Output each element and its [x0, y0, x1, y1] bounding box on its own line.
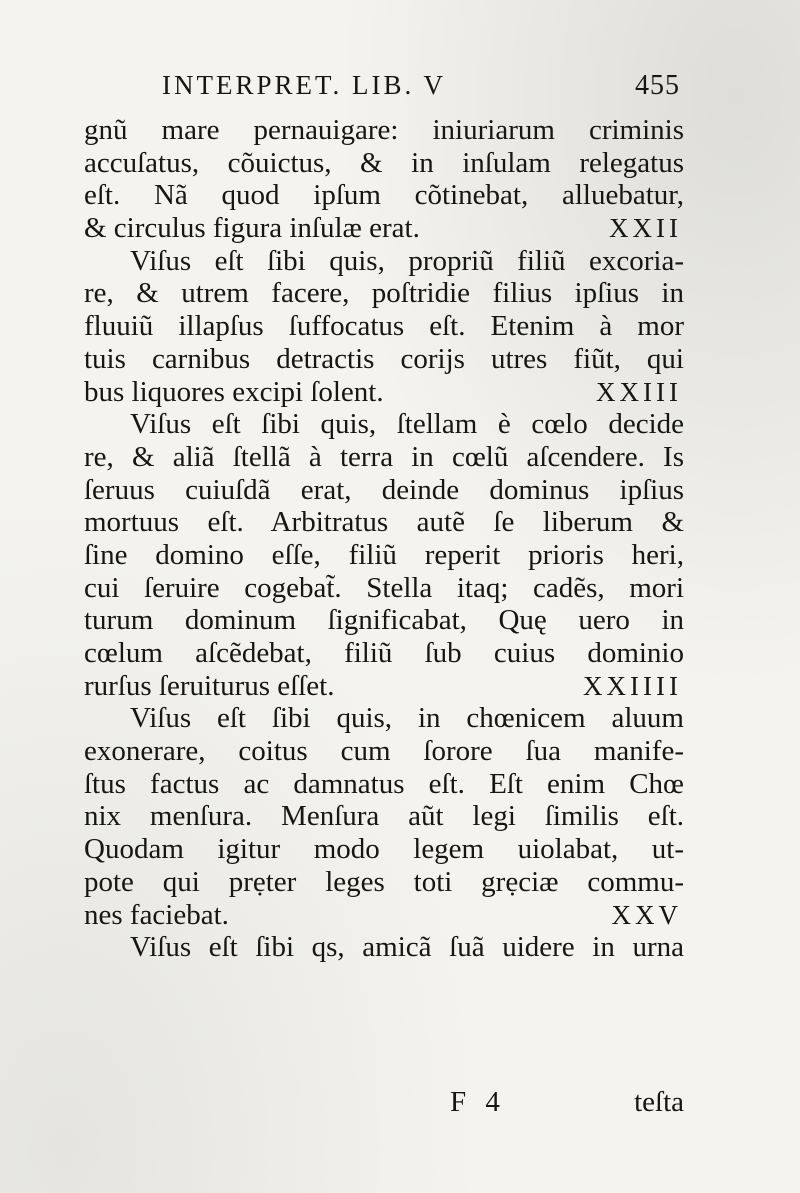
line-text: tuis carnibus detractis corijs utres fiũt, qui [84, 342, 684, 375]
line-text: Viſus eſt ſibi qs, amicã ſuã uidere in urna [130, 931, 684, 964]
text-line [84, 833, 684, 866]
line-text: turum dominum ſignificabat, Quę uero in [84, 604, 684, 637]
text-line [84, 539, 684, 572]
running-title: INTERPRET. LIB. V [162, 70, 446, 100]
text-line [84, 572, 684, 605]
line-text: exonerare, coitus cum ſorore ſua manife- [84, 735, 684, 768]
line-text: Viſus eſt ſibi quis, in chœnicem aluum [130, 702, 684, 735]
text-line [84, 800, 684, 833]
text-line [84, 212, 684, 245]
text-line [84, 931, 684, 964]
line-text: gnũ mare pernauigare: iniuriarum criminis [84, 114, 684, 146]
line-text: bus liquores excipi ſolent. [84, 375, 384, 408]
line-text: re, & utrem facere, poſtridie filius ipſius in [84, 277, 684, 310]
text-line [84, 604, 684, 637]
text-line [84, 474, 684, 507]
text-line [84, 376, 684, 409]
text-line [84, 343, 684, 376]
body-text [84, 114, 684, 964]
text-line [84, 702, 684, 735]
text-line [84, 310, 684, 343]
section-numeral: XXIIII [583, 670, 682, 701]
catchword: teſta [634, 1086, 684, 1118]
text-line [84, 735, 684, 768]
line-text: & circulus figura inſulæ erat. [84, 212, 420, 245]
line-text: cui ſeruire cogebat̃. Stella itaq; cadẽs, mori [84, 571, 684, 604]
section-numeral: XXV [611, 899, 682, 930]
line-text: ſeruus cuiuſdã erat, deinde dominus ipſius [84, 473, 684, 506]
text-line [84, 637, 684, 670]
line-text: fluuiũ illapſus ſuffocatus eſt. Etenim à mor [84, 310, 684, 343]
text-line [84, 670, 684, 703]
text-line [84, 245, 684, 278]
line-text: nes faciebat. [84, 898, 229, 931]
text-line [84, 506, 684, 539]
line-text: re, & aliã ſtellã à terra in cœlũ aſcendere. Is [84, 440, 684, 473]
line-text: cœlum aſcẽdebat, filiũ ſub cuius dominio [84, 637, 684, 669]
line-text: Quodam igitur modo legem uiolabat, ut- [84, 833, 684, 866]
line-text: mortuus eſt. Arbitratus autẽ ſe liberum & [84, 506, 684, 539]
text-line [84, 866, 684, 899]
page-header [162, 70, 692, 110]
text-line [84, 179, 684, 212]
line-text: ſtus factus ac damnatus eſt. Eſt enim Chœ [84, 767, 684, 800]
section-numeral: XXII [609, 213, 682, 244]
line-text: Viſus eſt ſibi quis, ſtellam è cœlo decide [130, 408, 684, 441]
line-text: accuſatus, cõuictus, & in inſulam relegatus [84, 146, 684, 179]
line-text: eſt. Nã quod ipſum cõtinebat, alluebatur, [84, 179, 684, 212]
signature-mark: F 4 [450, 1086, 506, 1118]
page-footer [84, 1086, 684, 1126]
text-line [84, 899, 684, 932]
line-text: rurſus ſeruiturus eſſet. [84, 669, 335, 702]
text-line [84, 277, 684, 310]
line-text: ſine domino eſſe, filiũ reperit prioris heri, [84, 538, 684, 571]
text-line [84, 147, 684, 180]
text-line [84, 768, 684, 801]
text-line [84, 114, 684, 147]
text-line [84, 441, 684, 474]
line-text: nix menſura. Menſura aũt legi ſimilis eſt. [84, 800, 684, 833]
text-line [84, 408, 684, 441]
line-text: pote qui prẹter leges toti grẹciæ commu- [84, 865, 684, 898]
section-numeral: XXIII [596, 376, 682, 407]
page-number: 455 [635, 70, 680, 101]
line-text: Viſus eſt ſibi quis, propriũ filiũ excoria- [130, 244, 684, 277]
